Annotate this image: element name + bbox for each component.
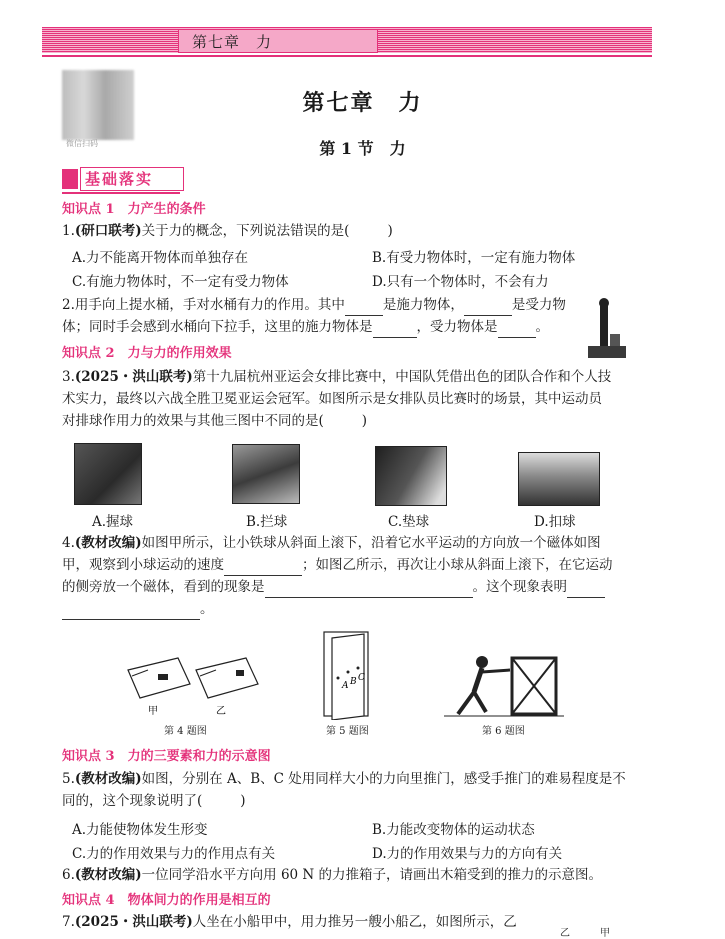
question-2 xyxy=(62,294,582,338)
q4-line4: 。 xyxy=(200,601,214,617)
question-7 xyxy=(62,911,642,933)
fig4-label-yi: 乙 xyxy=(216,706,226,717)
fig4-ramps xyxy=(118,640,268,720)
q2-bucket-figure xyxy=(588,296,626,360)
q4-line1: 如图甲所示，让小铁球从斜面上滚下，沿着它水平运动的方向放一个磁体如图 xyxy=(141,535,601,551)
knowledge-point-3: 知识点 3 力的三要素和力的示意图 xyxy=(62,749,271,764)
fig5-door xyxy=(318,628,378,720)
q3-photo-b xyxy=(232,444,300,504)
q7-fig-label-yi: 乙 xyxy=(560,928,570,939)
question-5 xyxy=(62,768,642,812)
q5-source: (教材改编) xyxy=(74,771,142,787)
q4-blank-4[interactable] xyxy=(62,605,200,620)
page-title: 第七章 力 xyxy=(302,90,423,116)
q2-blank-2[interactable] xyxy=(464,301,512,316)
q3-option-b: B.拦球 xyxy=(246,514,288,530)
knowledge-point-2: 知识点 2 力与力的作用效果 xyxy=(62,346,232,361)
q7-source: (2025・洪山联考) xyxy=(74,914,193,930)
q3-line3: 对排球作用力的效果与其他三图中不同的是( xyxy=(62,413,324,429)
q4-blank-2[interactable] xyxy=(265,583,473,598)
q3-option-d: D.扣球 xyxy=(534,514,576,530)
q2-part6: 。 xyxy=(535,319,549,335)
q2-part1: 2.用手向上提水桶，手对水桶有力的作用。其中 xyxy=(62,297,345,313)
fig6-push-box xyxy=(444,648,564,720)
fig4-caption: 第 4 题图 xyxy=(164,726,207,737)
q6-text: 一位同学沿水平方向用 60 N 的力推箱子，请画出木箱受到的推力的示意图。 xyxy=(141,867,603,883)
q5-number: 5. xyxy=(62,771,75,787)
q5-line2: 同的，这个现象说明了( xyxy=(62,793,203,809)
q1-option-b: B.有受力物体时，一定有施力物体 xyxy=(372,250,576,266)
header-divider xyxy=(42,55,652,57)
q3-number: 3. xyxy=(62,369,75,385)
q4-line2a: 甲，观察到小球运动的速度 xyxy=(62,557,224,573)
banner-label: 基础落实 xyxy=(80,167,184,191)
q3-option-a: A.握球 xyxy=(92,514,134,530)
section-banner xyxy=(62,167,180,191)
q3-line3-end: ) xyxy=(361,413,368,429)
q7-number: 7. xyxy=(62,914,75,930)
q5-option-a: A.力能使物体发生形变 xyxy=(72,822,208,838)
q1-option-d: D.只有一个物体时，不会有力 xyxy=(372,274,549,290)
q7-text: 人坐在小船甲中，用力推另一艘小船乙，如图所示，乙 xyxy=(192,914,517,930)
q2-part4: 体；同时手会感到水桶向下拉手，这里的施力物体是 xyxy=(62,319,373,335)
q3-line2: 术实力，最终以六战全胜卫冕亚运会冠军。如图所示是女排队员比赛时的场景，其中运动员 xyxy=(62,391,602,407)
fig5-label-b: B xyxy=(350,677,357,687)
q4-blank-3[interactable] xyxy=(567,583,605,598)
q1-stem-end: ) xyxy=(387,223,393,239)
fig5-caption: 第 5 题图 xyxy=(326,726,369,737)
q4-blank-1[interactable] xyxy=(224,561,302,576)
q2-blank-4[interactable] xyxy=(498,323,536,338)
fig5-label-c: C xyxy=(358,673,365,683)
q5-option-b: B.力能改变物体的运动状态 xyxy=(372,822,535,838)
q3-source: (2025・洪山联考) xyxy=(74,369,193,385)
q5-option-d: D.力的作用效果与力的方向有关 xyxy=(372,846,563,862)
q4-line3b: 。这个现象表明 xyxy=(472,579,567,595)
q6-number: 6. xyxy=(62,867,75,883)
q1-source: (研口联考) xyxy=(74,223,142,239)
q1-stem: 关于力的概念，下列说法错误的是( xyxy=(141,223,350,239)
q1-option-c: C.有施力物体时，不一定有受力物体 xyxy=(72,274,289,290)
q2-blank-1[interactable] xyxy=(345,301,383,316)
banner-underline xyxy=(62,192,180,194)
banner-bar xyxy=(62,169,78,189)
q4-source: (教材改编) xyxy=(74,535,142,551)
q3-photo-c xyxy=(375,446,447,506)
fig4-label-jia: 甲 xyxy=(148,706,158,717)
q2-blank-3[interactable] xyxy=(373,323,417,338)
knowledge-point-1: 知识点 1 力产生的条件 xyxy=(62,202,206,217)
header-chapter: 第七章 力 xyxy=(192,33,273,51)
question-6 xyxy=(62,864,642,886)
q3-photo-a xyxy=(74,443,142,505)
q2-part5: ，受力物体是 xyxy=(416,319,498,335)
fig5-label-a: A xyxy=(342,681,349,691)
q7-fig-label-jia: 甲 xyxy=(600,928,610,939)
section-title: 第 1 节 力 xyxy=(319,139,406,158)
q6-source: (教材改编) xyxy=(74,867,142,883)
q4-number: 4. xyxy=(62,535,75,551)
q4-line2b: ；如图乙所示，再次让小球从斜面上滚下，在它运动 xyxy=(302,557,613,573)
question-4 xyxy=(62,532,642,620)
q4-line3a: 的侧旁放一个磁体，看到的现象是 xyxy=(62,579,265,595)
q3-option-c: C.垫球 xyxy=(388,514,430,530)
fig6-caption: 第 6 题图 xyxy=(482,726,525,737)
q5-line2-end: ) xyxy=(240,793,246,809)
knowledge-point-4: 知识点 4 物体间力的作用是相互的 xyxy=(62,893,271,908)
q3-line1: 第十九届杭州亚运会女排比赛中，中国队凭借出色的团队合作和个人技 xyxy=(192,369,612,385)
q5-option-c: C.力的作用效果与力的作用点有关 xyxy=(72,846,276,862)
q3-photo-d xyxy=(518,452,600,506)
q5-line1: 如图，分别在 A、B、C 处用同样大小的力向里推门，感受手推门的难易程度是不 xyxy=(141,771,626,787)
question-3 xyxy=(62,366,642,432)
q2-part3: 是受力物 xyxy=(511,297,566,313)
q1-number: 1. xyxy=(62,223,75,239)
q1-option-a: A.力不能离开物体而单独存在 xyxy=(72,250,249,266)
q2-part2: 是施力物体， xyxy=(382,297,464,313)
question-1 xyxy=(62,220,642,242)
qr-label: 微信扫码 xyxy=(66,139,98,148)
